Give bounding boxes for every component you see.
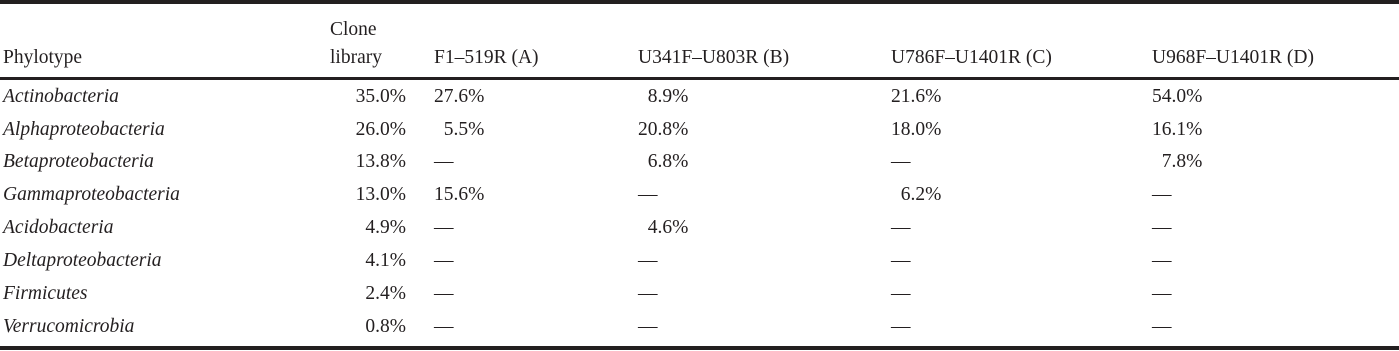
cell-primer-d: — xyxy=(1152,283,1172,304)
cell-primer-a: — xyxy=(434,217,454,238)
cell-primer-a: 5.5% xyxy=(434,119,485,140)
table-top-rule xyxy=(0,0,1399,4)
cell-clone-library: 26.0% xyxy=(355,119,406,140)
cell-primer-b: 4.6% xyxy=(638,217,689,238)
cell-primer-a: — xyxy=(434,250,454,271)
cell-primer-b: — xyxy=(638,184,658,205)
cell-clone-library: 4.1% xyxy=(365,250,406,271)
cell-phylotype: Actinobacteria xyxy=(3,86,119,107)
cell-phylotype: Betaproteobacteria xyxy=(3,151,154,172)
header-primer-b: U341F–U803R (B) xyxy=(638,47,790,68)
cell-primer-a: 27.6% xyxy=(434,86,485,107)
cell-primer-d: — xyxy=(1152,316,1172,337)
cell-primer-c: 21.6% xyxy=(891,86,942,107)
cell-primer-d: — xyxy=(1152,250,1172,271)
header-primer-c: U786F–U1401R (C) xyxy=(891,47,1052,68)
cell-primer-d: 16.1% xyxy=(1152,119,1203,140)
cell-primer-d: — xyxy=(1152,217,1172,238)
cell-primer-d: — xyxy=(1152,184,1172,205)
header-clone-line2: library xyxy=(330,47,382,68)
cell-primer-b: — xyxy=(638,316,658,337)
cell-phylotype: Deltaproteobacteria xyxy=(3,250,162,271)
header-primer-a: F1–519R (A) xyxy=(434,47,539,68)
cell-primer-b: — xyxy=(638,250,658,271)
cell-primer-c: 6.2% xyxy=(891,184,942,205)
cell-primer-b: — xyxy=(638,283,658,304)
cell-primer-d: 54.0% xyxy=(1152,86,1203,107)
cell-clone-library: 4.9% xyxy=(365,217,406,238)
cell-primer-c: — xyxy=(891,250,911,271)
cell-phylotype: Alphaproteobacteria xyxy=(3,119,165,140)
cell-primer-a: — xyxy=(434,316,454,337)
cell-primer-c: 18.0% xyxy=(891,119,942,140)
cell-primer-a: — xyxy=(434,151,454,172)
cell-primer-c: — xyxy=(891,283,911,304)
cell-primer-c: — xyxy=(891,217,911,238)
cell-clone-library: 0.8% xyxy=(365,316,406,337)
header-clone-line1: Clone xyxy=(330,19,377,40)
cell-phylotype: Firmicutes xyxy=(3,283,88,304)
cell-clone-library: 13.8% xyxy=(355,151,406,172)
cell-primer-c: — xyxy=(891,151,911,172)
cell-phylotype: Verrucomicrobia xyxy=(3,316,135,337)
cell-primer-b: 20.8% xyxy=(638,119,689,140)
cell-primer-d: 7.8% xyxy=(1152,151,1203,172)
table-header-rule xyxy=(0,77,1399,80)
cell-primer-c: — xyxy=(891,316,911,337)
header-primer-d: U968F–U1401R (D) xyxy=(1152,47,1314,68)
cell-primer-a: — xyxy=(434,283,454,304)
cell-primer-a: 15.6% xyxy=(434,184,485,205)
cell-phylotype: Gammaproteobacteria xyxy=(3,184,180,205)
cell-primer-b: 8.9% xyxy=(638,86,689,107)
cell-clone-library: 2.4% xyxy=(365,283,406,304)
table-bottom-rule xyxy=(0,346,1399,350)
header-phylotype: Phylotype xyxy=(3,47,83,68)
cell-clone-library: 13.0% xyxy=(355,184,406,205)
cell-clone-library: 35.0% xyxy=(355,86,406,107)
cell-primer-b: 6.8% xyxy=(638,151,689,172)
cell-phylotype: Acidobacteria xyxy=(3,217,114,238)
